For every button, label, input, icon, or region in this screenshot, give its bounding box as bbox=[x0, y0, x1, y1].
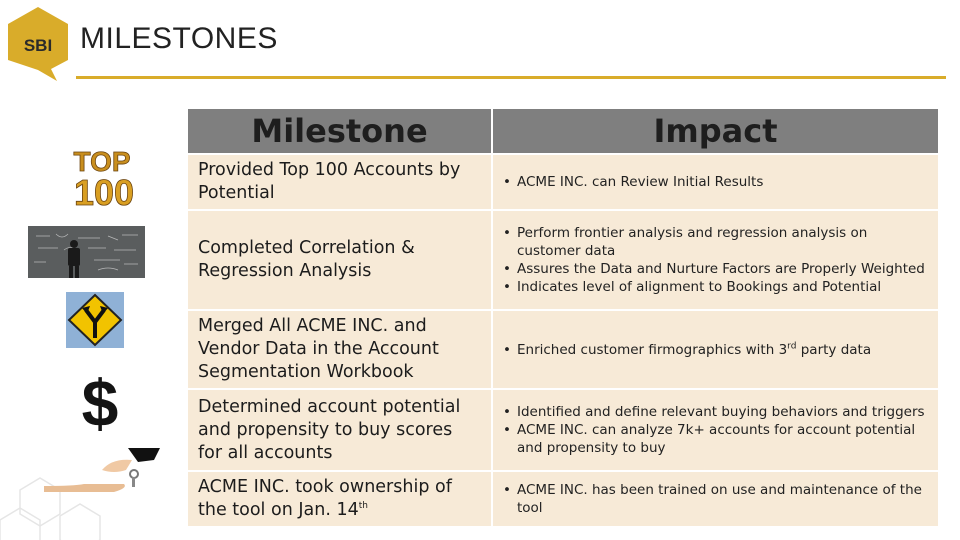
logo-text: SBI bbox=[23, 36, 53, 55]
bullet-dot: • bbox=[503, 341, 511, 358]
milestone-text: Provided Top 100 Accounts by Potential bbox=[198, 160, 461, 203]
impact-cell bbox=[493, 311, 938, 388]
impact-superscript: rd bbox=[787, 341, 797, 351]
table-header-row bbox=[188, 109, 938, 153]
impact-text: ACME INC. can Review Initial Results bbox=[517, 174, 764, 190]
svg-text:100: 100 bbox=[73, 172, 135, 209]
table-row bbox=[188, 211, 938, 309]
milestone-text: Merged All ACME INC. and Vendor Data in the Account Segmentation Workbook bbox=[198, 316, 439, 382]
impact-text: Assures the Data and Nurture Factors are Properly Weighted bbox=[517, 261, 925, 277]
impact-column-header: Impact bbox=[493, 109, 938, 153]
milestone-text: Determined account potential and propensity to buy scores for all accounts bbox=[198, 396, 461, 463]
bullet-dot: • bbox=[503, 225, 511, 241]
impact-text: Indicates level of alignment to Bookings and Potential bbox=[517, 279, 882, 295]
impact-bullet-content bbox=[517, 278, 881, 296]
milestones-table bbox=[186, 107, 940, 528]
impact-bullet-content bbox=[517, 173, 763, 191]
impact-bullet-content bbox=[517, 421, 928, 457]
impact-cell bbox=[493, 472, 938, 526]
impact-bullet-content bbox=[517, 260, 925, 278]
bullet-dot: • bbox=[503, 174, 511, 190]
top-100-icon bbox=[66, 143, 142, 209]
dollar-sign-icon bbox=[80, 364, 120, 436]
table-row bbox=[188, 155, 938, 209]
svg-text:$: $ bbox=[81, 366, 119, 436]
bullet-dot: • bbox=[503, 261, 511, 277]
bullet-dot: • bbox=[503, 482, 511, 498]
impact-bullet bbox=[503, 421, 928, 457]
milestone-cell bbox=[188, 390, 491, 470]
milestone-column-header: Milestone bbox=[188, 109, 491, 153]
table-row bbox=[188, 472, 938, 526]
milestone-text: Completed Correlation & Regression Analysis bbox=[198, 238, 415, 281]
svg-text:TOP: TOP bbox=[73, 146, 131, 177]
milestone-cell bbox=[188, 155, 491, 209]
impact-text: Perform frontier analysis and regression analysis on customer data bbox=[517, 225, 868, 259]
impact-text-tail: party data bbox=[796, 341, 872, 358]
impact-cell bbox=[493, 390, 938, 470]
impact-bullet-content bbox=[517, 341, 871, 359]
bullet-dot: • bbox=[503, 404, 511, 420]
milestone-superscript: th bbox=[358, 501, 368, 512]
impact-bullet bbox=[503, 481, 928, 517]
impact-bullet bbox=[503, 403, 928, 421]
impact-text: Enriched customer firmographics with 3 bbox=[517, 341, 788, 358]
bullet-dot: • bbox=[503, 422, 511, 438]
impact-text: ACME INC. can analyze 7k+ accounts for account potential and propensity to buy bbox=[517, 422, 916, 456]
impact-bullet bbox=[503, 260, 928, 278]
impact-bullet bbox=[503, 224, 928, 260]
milestone-text: ACME INC. took ownership of the tool on Jan. 14 bbox=[198, 477, 452, 520]
impact-text: Identified and define relevant buying behaviors and triggers bbox=[517, 404, 925, 420]
impact-bullet bbox=[503, 341, 928, 359]
impact-bullet bbox=[503, 173, 928, 191]
milestone-cell bbox=[188, 211, 491, 309]
impact-bullet-content bbox=[517, 481, 928, 517]
impact-text: ACME INC. has been trained on use and maintenance of the tool bbox=[517, 482, 922, 516]
impact-cell bbox=[493, 211, 938, 309]
page-title: MILESTONES bbox=[80, 22, 278, 55]
table-row bbox=[188, 311, 938, 388]
milestone-cell bbox=[188, 472, 491, 526]
milestone-cell bbox=[188, 311, 491, 388]
impact-bullet bbox=[503, 278, 928, 296]
title-divider bbox=[76, 76, 946, 79]
table-row bbox=[188, 390, 938, 470]
handing-key-icon bbox=[42, 446, 160, 494]
impact-bullet-content bbox=[517, 403, 925, 421]
impact-cell bbox=[493, 155, 938, 209]
impact-bullet-content bbox=[517, 224, 928, 260]
chalkboard-analyst-icon bbox=[28, 226, 145, 278]
sbi-logo bbox=[7, 6, 69, 82]
bullet-dot: • bbox=[503, 279, 511, 295]
merge-road-sign-icon bbox=[66, 292, 124, 348]
